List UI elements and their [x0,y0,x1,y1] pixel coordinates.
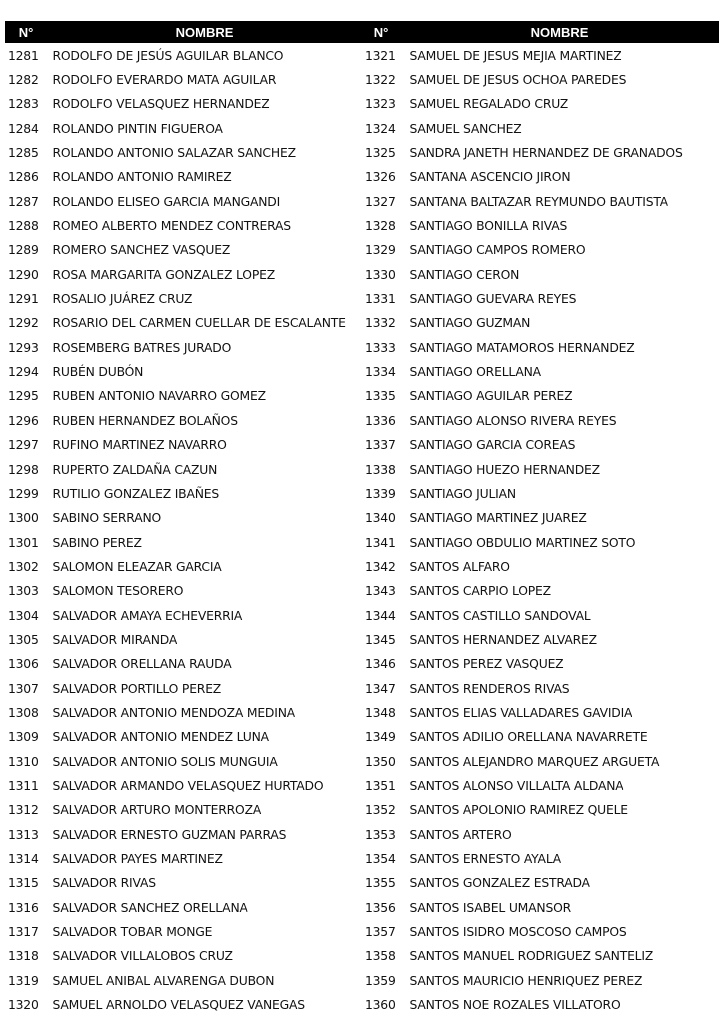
table-row [362,262,715,286]
table-row [362,408,715,432]
row-number: 1297 [7,437,39,453]
row-number: 1290 [7,266,39,282]
row-number: 1327 [364,193,396,209]
table-row [362,627,715,651]
row-name: SALVADOR ANTONIO MENDOZA MEDINA [52,704,296,720]
row-name: SANTOS MAURICIO HENRIQUEZ PEREZ [409,972,643,988]
table-row [5,603,358,627]
table-row [5,822,358,846]
row-number: 1283 [7,96,39,112]
row-name: ROLANDO ELISEO GARCIA MANGANDI [52,193,281,209]
row-number: 1342 [364,558,396,574]
row-name: SANTIAGO GARCIA COREAS [409,437,576,453]
row-name: SANTOS GONZALEZ ESTRADA [409,875,590,891]
row-name: SANTOS ALONSO VILLALTA ALDANA [409,777,624,793]
row-number: 1306 [7,656,39,672]
row-name: SALVADOR ANTONIO MENDEZ LUNA [52,729,269,745]
header-name-right: NOMBRE [530,24,589,40]
table-row [5,238,358,262]
table-body [5,43,719,1017]
row-name: SALVADOR TOBAR MONGE [52,924,213,940]
table-row [362,189,715,213]
row-name: SALVADOR MIRANDA [52,631,178,647]
table-row [362,944,715,968]
row-number: 1307 [7,680,39,696]
table-row [5,140,358,164]
row-name: SANTIAGO JULIAN [409,485,516,501]
table-row [5,579,358,603]
row-number: 1302 [7,558,39,574]
row-number: 1300 [7,510,39,526]
row-name: RODOLFO VELASQUEZ HERNANDEZ [52,96,270,112]
row-name: SANTIAGO ORELLANA [409,364,541,380]
row-number: 1348 [364,704,396,720]
row-name: SALVADOR PORTILLO PEREZ [52,680,222,696]
table-row [5,43,358,67]
table-row [5,871,358,895]
row-name: RUFINO MARTINEZ NAVARRO [52,437,227,453]
table-row [362,506,715,530]
row-number: 1310 [7,753,39,769]
table-row [5,506,358,530]
table-row [5,67,358,91]
row-name: SANTANA BALTAZAR REYMUNDO BAUTISTA [409,193,669,209]
row-number: 1285 [7,145,39,161]
table-row [5,676,358,700]
table-row [362,871,715,895]
row-name: SANTOS CARPIO LOPEZ [409,583,551,599]
row-name: SALVADOR ORELLANA RAUDA [52,656,232,672]
row-name: SANDRA JANETH HERNANDEZ DE GRANADOS [409,145,683,161]
row-name: RODOLFO EVERARDO MATA AGUILAR [52,72,277,88]
row-number: 1324 [364,120,396,136]
row-number: 1351 [364,777,396,793]
row-number: 1356 [364,899,396,915]
row-name: SANTOS HERNANDEZ ALVAREZ [409,631,597,647]
table-row [5,189,358,213]
table-row [5,408,358,432]
table-row [5,457,358,481]
table-row [5,384,358,408]
row-number: 1284 [7,120,39,136]
row-name: RUBEN ANTONIO NAVARRO GOMEZ [52,388,266,404]
row-number: 1330 [364,266,396,282]
row-name: SABINO SERRANO [52,510,162,526]
row-number: 1358 [364,948,396,964]
row-number: 1334 [364,364,396,380]
table-row [5,262,358,286]
row-number: 1287 [7,193,39,209]
row-name: SANTOS ADILIO ORELLANA NAVARRETE [409,729,648,745]
row-number: 1316 [7,899,39,915]
row-name: SANTOS ARTERO [409,826,512,842]
row-name: SALVADOR VILLALOBOS CRUZ [52,948,233,964]
row-name: SAMUEL DE JESUS OCHOA PAREDES [409,72,627,88]
row-number: 1357 [364,924,396,940]
row-number: 1359 [364,972,396,988]
row-number: 1281 [7,47,39,63]
table-row [5,286,358,310]
row-name: SALVADOR ARTURO MONTERROZA [52,802,262,818]
left-column [5,43,362,1017]
row-number: 1341 [364,534,396,550]
table-row [5,481,358,505]
row-number: 1323 [364,96,396,112]
row-name: ROLANDO ANTONIO SALAZAR SANCHEZ [52,145,296,161]
row-number: 1296 [7,412,39,428]
row-number: 1350 [364,753,396,769]
row-number: 1313 [7,826,39,842]
row-number: 1331 [364,291,396,307]
row-name: SANTIAGO CERON [409,266,520,282]
row-name: ROMEO ALBERTO MENDEZ CONTRERAS [52,218,291,234]
row-name: RODOLFO DE JESÚS AGUILAR BLANCO [52,47,284,63]
row-name: SALOMON ELEAZAR GARCIA [52,558,222,574]
row-name: SALVADOR RIVAS [52,875,156,891]
table-row [5,165,358,189]
row-number: 1352 [364,802,396,818]
row-number: 1291 [7,291,39,307]
table-row [362,457,715,481]
row-name: SANTOS APOLONIO RAMIREZ QUELE [409,802,628,818]
table-row [362,895,715,919]
table-row [5,530,358,554]
table-row [362,530,715,554]
row-number: 1293 [7,339,39,355]
table-row [362,603,715,627]
row-name: ROSA MARGARITA GONZALEZ LOPEZ [52,266,275,282]
table-row [5,919,358,943]
row-number: 1338 [364,461,396,477]
row-name: SANTOS MANUEL RODRIGUEZ SANTELIZ [409,948,654,964]
table-row [362,311,715,335]
row-name: SANTOS ISIDRO MOSCOSO CAMPOS [409,924,627,940]
row-number: 1355 [364,875,396,891]
table-row [362,213,715,237]
table-row [362,992,715,1016]
table-row [5,992,358,1016]
row-number: 1360 [364,997,396,1013]
row-name: SANTANA ASCENCIO JIRON [409,169,571,185]
row-number: 1349 [364,729,396,745]
table-row [362,749,715,773]
row-number: 1354 [364,851,396,867]
row-number: 1311 [7,777,39,793]
row-number: 1326 [364,169,396,185]
table-row [362,92,715,116]
table-row [362,140,715,164]
table-row [5,944,358,968]
row-name: SANTOS PEREZ VASQUEZ [409,656,564,672]
table-row [362,919,715,943]
row-name: SALOMON TESORERO [52,583,184,599]
row-number: 1317 [7,924,39,940]
row-name: SANTOS CASTILLO SANDOVAL [409,607,591,623]
row-number: 1294 [7,364,39,380]
table-row [5,116,358,140]
row-name: SANTIAGO GUZMAN [409,315,531,331]
row-number: 1325 [364,145,396,161]
row-number: 1319 [7,972,39,988]
row-name: SAMUEL SANCHEZ [409,120,522,136]
row-name: SAMUEL REGALADO CRUZ [409,96,569,112]
table-row [5,773,358,797]
table-row [5,652,358,676]
row-number: 1322 [364,72,396,88]
row-number: 1305 [7,631,39,647]
row-name: SANTIAGO BONILLA RIVAS [409,218,568,234]
row-number: 1344 [364,607,396,623]
row-number: 1286 [7,169,39,185]
row-name: ROSEMBERG BATRES JURADO [52,339,232,355]
row-name: SANTIAGO AGUILAR PEREZ [409,388,573,404]
row-number: 1328 [364,218,396,234]
row-name: SALVADOR PAYES MARTINEZ [52,851,223,867]
row-name: SANTIAGO ALONSO RIVERA REYES [409,412,617,428]
row-number: 1315 [7,875,39,891]
table-row [362,846,715,870]
row-number: 1343 [364,583,396,599]
row-name: SANTOS ALEJANDRO MARQUEZ ARGUETA [409,753,660,769]
table-row [5,846,358,870]
row-number: 1298 [7,461,39,477]
row-number: 1282 [7,72,39,88]
table-row [362,773,715,797]
table-row [5,92,358,116]
table-row [5,554,358,578]
row-name: SANTOS RENDEROS RIVAS [409,680,570,696]
row-number: 1288 [7,218,39,234]
row-number: 1308 [7,704,39,720]
row-number: 1333 [364,339,396,355]
table-row [362,798,715,822]
table-row [362,238,715,262]
row-number: 1332 [364,315,396,331]
row-number: 1303 [7,583,39,599]
table-row [5,725,358,749]
table-row [362,286,715,310]
header-name-left: NOMBRE [175,24,234,40]
table-row [362,384,715,408]
row-name: RUPERTO ZALDAÑA CAZUN [52,461,218,477]
row-name: SANTIAGO CAMPOS ROMERO [409,242,586,258]
row-name: ROMERO SANCHEZ VASQUEZ [52,242,231,258]
row-name: RUTILIO GONZALEZ IBAÑES [52,485,220,501]
table-row [5,749,358,773]
row-name: SALVADOR SANCHEZ ORELLANA [52,899,248,915]
row-name: SANTIAGO GUEVARA REYES [409,291,577,307]
row-number: 1304 [7,607,39,623]
table-row [362,676,715,700]
table-row [5,700,358,724]
header-number-right: N° [373,24,389,40]
header-number-left: N° [18,24,34,40]
table-row [362,165,715,189]
table-row [5,335,358,359]
row-number: 1345 [364,631,396,647]
row-name: SALVADOR ARMANDO VELASQUEZ HURTADO [52,777,324,793]
row-number: 1295 [7,388,39,404]
row-number: 1320 [7,997,39,1013]
table-row [362,433,715,457]
row-name: ROLANDO PINTIN FIGUEROA [52,120,223,136]
row-number: 1301 [7,534,39,550]
row-number: 1346 [364,656,396,672]
row-name: SABINO PEREZ [52,534,142,550]
table-row [5,213,358,237]
table-row [362,725,715,749]
row-number: 1289 [7,242,39,258]
table-row [5,627,358,651]
row-number: 1299 [7,485,39,501]
row-name: SALVADOR ERNESTO GUZMAN PARRAS [52,826,287,842]
row-name: RUBÉN DUBÓN [52,364,144,380]
table-row [362,335,715,359]
row-name: SALVADOR AMAYA ECHEVERRIA [52,607,243,623]
table-row [362,116,715,140]
row-number: 1335 [364,388,396,404]
table-row [5,311,358,335]
row-name: RUBEN HERNANDEZ BOLAÑOS [52,412,238,428]
row-number: 1309 [7,729,39,745]
row-name: SANTOS NOE ROZALES VILLATORO [409,997,621,1013]
table-row [362,700,715,724]
table-row [362,43,715,67]
row-name: SANTIAGO HUEZO HERNANDEZ [409,461,600,477]
row-name: SALVADOR ANTONIO SOLIS MUNGUIA [52,753,278,769]
table-row [5,359,358,383]
table-row [362,554,715,578]
right-column [362,43,719,1017]
row-name: SAMUEL ANIBAL ALVARENGA DUBON [52,972,275,988]
table-row [5,433,358,457]
row-number: 1339 [364,485,396,501]
row-name: SANTOS ELIAS VALLADARES GAVIDIA [409,704,633,720]
row-number: 1336 [364,412,396,428]
row-number: 1340 [364,510,396,526]
table-row [5,895,358,919]
row-name: SANTIAGO MATAMOROS HERNANDEZ [409,339,635,355]
row-number: 1321 [364,47,396,63]
row-number: 1318 [7,948,39,964]
row-name: SANTIAGO OBDULIO MARTINEZ SOTO [409,534,636,550]
row-name: ROSALIO JUÁREZ CRUZ [52,291,193,307]
table-row [362,968,715,992]
row-number: 1347 [364,680,396,696]
row-name: SANTOS ERNESTO AYALA [409,851,562,867]
table-row [362,359,715,383]
row-number: 1292 [7,315,39,331]
table-row [362,67,715,91]
row-number: 1329 [364,242,396,258]
row-name: SAMUEL ARNOLDO VELASQUEZ VANEGAS [52,997,305,1013]
row-number: 1353 [364,826,396,842]
row-name: SAMUEL DE JESUS MEJIA MARTINEZ [409,47,622,63]
row-number: 1314 [7,851,39,867]
row-name: SANTOS ALFARO [409,558,510,574]
table-row [362,579,715,603]
row-name: ROSARIO DEL CARMEN CUELLAR DE ESCALANTE [52,315,346,331]
names-table [5,21,719,1017]
table-row [362,481,715,505]
table-row [5,798,358,822]
row-name: SANTOS ISABEL UMANSOR [409,899,572,915]
row-number: 1312 [7,802,39,818]
row-name: SANTIAGO MARTINEZ JUAREZ [409,510,587,526]
row-name: ROLANDO ANTONIO RAMIREZ [52,169,232,185]
table-row [5,968,358,992]
table-header [5,21,719,43]
table-row [362,652,715,676]
row-number: 1337 [364,437,396,453]
table-row [362,822,715,846]
